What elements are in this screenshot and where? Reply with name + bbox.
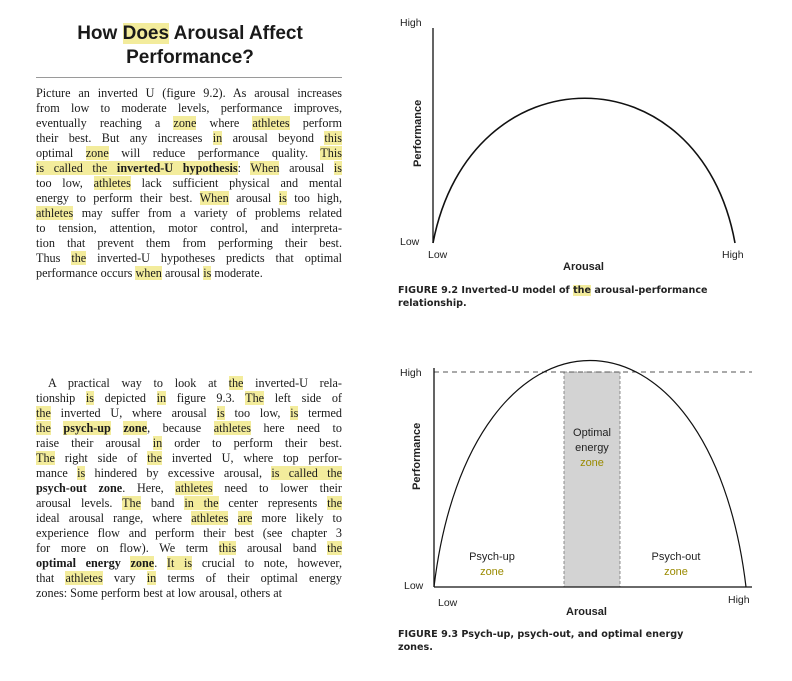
section-heading-line-2: Performance?: [126, 47, 254, 68]
text-segment: tion that prevent them from performing their best.: [36, 236, 342, 250]
fig2-optimal-label-3: zone: [580, 457, 604, 469]
highlighted-text: It is: [166, 556, 193, 570]
para1-line: [36, 266, 342, 281]
highlighted-text: The: [245, 391, 265, 405]
text-segment: [111, 421, 124, 435]
highlighted-text: athletes: [213, 421, 251, 435]
text-segment: [228, 511, 237, 525]
text-segment: where: [196, 116, 253, 130]
para1-line: [36, 176, 342, 191]
fig1-x-high-label: High: [722, 249, 744, 261]
highlighted-text: when: [135, 266, 162, 280]
text-segment: for more on flow). We term: [36, 541, 219, 555]
para2-line: [36, 406, 342, 421]
text-segment: A practical way to look at: [48, 376, 229, 390]
para2-line: [36, 586, 342, 601]
highlighted-text: the: [36, 421, 51, 435]
highlighted-text: is called the: [36, 161, 108, 175]
text-segment: right side of: [54, 451, 148, 465]
figure-9-3-caption-line-2: zones.: [398, 642, 433, 653]
text-segment: moderate.: [211, 266, 263, 280]
highlighted-text: athletes: [93, 176, 131, 190]
text-segment: left side of: [264, 391, 342, 405]
fig1-x-title: Arousal: [563, 261, 604, 273]
highlighted-text: zone: [123, 421, 148, 435]
text-segment: center represents: [218, 496, 328, 510]
para1-line: [36, 146, 342, 161]
bold-term: optimal energy: [36, 556, 131, 570]
section-heading: [40, 22, 340, 70]
para2-line: [36, 451, 342, 466]
fig1-y-low-label: Low: [400, 236, 420, 248]
figure-9-3-caption-line-1: FIGURE 9.3 Psych-up, psych-out, and optimal energy: [398, 629, 684, 640]
text-segment: :: [237, 161, 251, 175]
fig2-optimal-label-2: energy: [575, 442, 609, 454]
text-segment: order to perform their best.: [162, 436, 342, 450]
text-segment: inverted U, where arousal: [50, 406, 217, 420]
text-segment: too low,: [224, 406, 291, 420]
text-segment: depicted: [94, 391, 157, 405]
figure-9-2-chart: [380, 10, 760, 280]
text-segment: Picture an inverted U (figure 9.2). As arousal increases: [36, 86, 342, 100]
para1-line: [36, 131, 342, 146]
text-segment: band: [141, 496, 185, 510]
fig2-optimal-label-1: Optimal: [573, 427, 611, 439]
figure-9-3-chart: [380, 330, 760, 620]
highlighted-text: When: [250, 161, 280, 175]
text-segment: figure 9.3.: [166, 391, 246, 405]
para2-line: [36, 556, 342, 571]
highlighted-text: athletes: [36, 206, 74, 220]
highlighted-text: When: [199, 191, 229, 205]
text-segment: lack sufficient physical and mental: [130, 176, 342, 190]
highlighted-text: the: [147, 451, 163, 465]
text-segment: their best. But any increases: [36, 131, 213, 145]
bold-term: psych-out zone: [36, 481, 123, 495]
highlighted-text: zone: [173, 116, 197, 130]
para2-line: [36, 376, 342, 391]
para2-line: [36, 436, 342, 451]
highlighted-text: in: [212, 131, 223, 145]
section-heading-line-1: How Does Arousal Affect: [77, 23, 303, 44]
text-segment: . Here,: [122, 481, 176, 495]
fig2-psychout-label-2: zone: [664, 566, 688, 578]
text-segment: inverted U, where top perfor-: [162, 451, 342, 465]
text-segment: ideal arousal range, where: [36, 511, 192, 525]
text-segment: arousal band: [236, 541, 328, 555]
heading-rule: [36, 77, 342, 78]
highlighted-text: are: [237, 511, 253, 525]
text-segment: arousal: [228, 191, 279, 205]
para2-line: [36, 391, 342, 406]
fig2-x-high-label: High: [728, 594, 750, 606]
para2-line: [36, 466, 342, 481]
para1-line: [36, 251, 342, 266]
text-segment: from low to moderate levels, performance improves,: [36, 101, 342, 115]
highlighted-text: athletes: [252, 116, 290, 130]
fig2-psychup-label-1: Psych-up: [469, 551, 515, 563]
fig1-y-high-label: High: [400, 17, 422, 29]
text-segment: may suffer from a variety of problems related: [73, 206, 342, 220]
highlighted-text: inverted-U hypothesis: [107, 161, 238, 175]
text-segment: optimal: [36, 146, 86, 160]
para2-line: [36, 571, 342, 586]
text-segment: arousal levels.: [36, 496, 123, 510]
para1-line: [36, 236, 342, 251]
highlighted-text: is: [85, 391, 95, 405]
text-segment: experience flow and perform their best (see chapter 3: [36, 526, 342, 540]
para1-line: [36, 101, 342, 116]
fig2-y-high-label: High: [400, 367, 422, 379]
text-segment: that: [36, 571, 66, 585]
text-segment: .: [154, 556, 167, 570]
text-segment: to tension, attention, motor control, and interpreta-: [36, 221, 342, 235]
fig2-psychup-label-2: zone: [480, 566, 504, 578]
text-segment: hindered by excessive arousal,: [85, 466, 272, 480]
text-segment: too high,: [286, 191, 343, 205]
text-segment: inverted-U rela-: [243, 376, 342, 390]
highlighted-text: in: [152, 436, 163, 450]
highlighted-text: is: [216, 406, 225, 420]
para1-line: [36, 191, 342, 206]
highlighted-text: is: [77, 466, 86, 480]
text-segment: here need to: [250, 421, 343, 435]
figure-9-2-caption-line-2: relationship.: [398, 298, 467, 309]
figure-9-2-caption: [398, 284, 758, 310]
text-segment: arousal: [279, 161, 334, 175]
fig2-y-low-label: Low: [404, 580, 424, 592]
fig2-psychout-label-1: Psych-out: [651, 551, 701, 563]
text-segment: energy to perform their best.: [36, 191, 200, 205]
paragraph-practical-way: [36, 376, 342, 601]
text-segment: mance: [36, 466, 78, 480]
highlighted-text: is: [278, 191, 287, 205]
highlighted-text: in the: [184, 496, 219, 510]
highlighted-text: zone: [130, 556, 155, 570]
para1-line: [36, 206, 342, 221]
text-segment: [51, 421, 64, 435]
highlighted-text: the: [71, 251, 87, 265]
highlighted-text: psych-up: [63, 421, 111, 435]
text-segment: will reduce performance quality.: [108, 146, 321, 160]
text-segment: performance occurs: [36, 266, 136, 280]
para2-line: [36, 541, 342, 556]
para2-line: [36, 511, 342, 526]
fig1-y-title: Performance: [412, 99, 424, 167]
para1-line: [36, 221, 342, 236]
para1-line: [36, 116, 342, 131]
text-segment: terms of their optimal energy: [156, 571, 342, 585]
figure-9-3-caption: [398, 628, 758, 654]
para2-line: [36, 526, 342, 541]
text-segment: inverted-U hypotheses predicts that optimal: [86, 251, 342, 265]
highlighted-text: the: [228, 376, 244, 390]
fig2-optimal-zone-band: [564, 372, 620, 587]
text-segment: eventually reaching a: [36, 116, 174, 130]
highlighted-text: the: [36, 406, 51, 420]
highlighted-text: the: [327, 496, 342, 510]
paragraph-inverted-u: [36, 86, 342, 281]
fig2-x-low-label: Low: [438, 597, 458, 609]
text-segment: tionship: [36, 391, 86, 405]
text-segment: arousal beyond: [222, 131, 325, 145]
highlighted-text: is: [203, 266, 212, 280]
text-segment: crucial to note, however,: [192, 556, 343, 570]
para2-line: [36, 421, 342, 436]
fig2-y-title: Performance: [411, 422, 423, 490]
highlighted-text: the: [327, 541, 342, 555]
text-segment: raise their arousal: [36, 436, 153, 450]
text-segment: , because: [147, 421, 214, 435]
highlighted-text: in: [146, 571, 157, 585]
text-segment: zones: Some perform best at low arousal, others at: [36, 586, 283, 600]
text-segment: arousal: [161, 266, 204, 280]
highlighted-text: athletes: [65, 571, 103, 585]
highlighted-text: athletes: [191, 511, 229, 525]
highlighted-text: This: [320, 146, 342, 160]
fig2-x-title: Arousal: [566, 606, 607, 618]
highlighted-text: in: [156, 391, 167, 405]
text-segment: Thus: [36, 251, 72, 265]
highlighted-text: The: [36, 451, 55, 465]
highlighted-text: is called the: [271, 466, 342, 480]
highlighted-text: athletes: [175, 481, 213, 495]
highlighted-text: is: [333, 161, 343, 175]
text-segment: vary: [102, 571, 147, 585]
para2-line: [36, 496, 342, 511]
text-segment: too low,: [36, 176, 94, 190]
para1-line: [36, 86, 342, 101]
text-segment: more likely to: [252, 511, 343, 525]
text-segment: need to lower their: [212, 481, 342, 495]
highlighted-text: this: [324, 131, 342, 145]
highlighted-text: zone: [85, 146, 109, 160]
highlighted-text: is: [290, 406, 299, 420]
para1-line: [36, 161, 342, 176]
highlighted-text: this: [218, 541, 237, 555]
figure-9-2-caption-line-1: FIGURE 9.2 Inverted-U model of the arousal-performance: [398, 285, 708, 296]
highlighted-text: The: [122, 496, 142, 510]
text-segment: termed: [298, 406, 342, 420]
fig1-x-low-label: Low: [428, 249, 448, 261]
text-segment: perform: [289, 116, 342, 130]
fig1-inverted-u-curve: [433, 98, 735, 243]
para2-line: [36, 481, 342, 496]
